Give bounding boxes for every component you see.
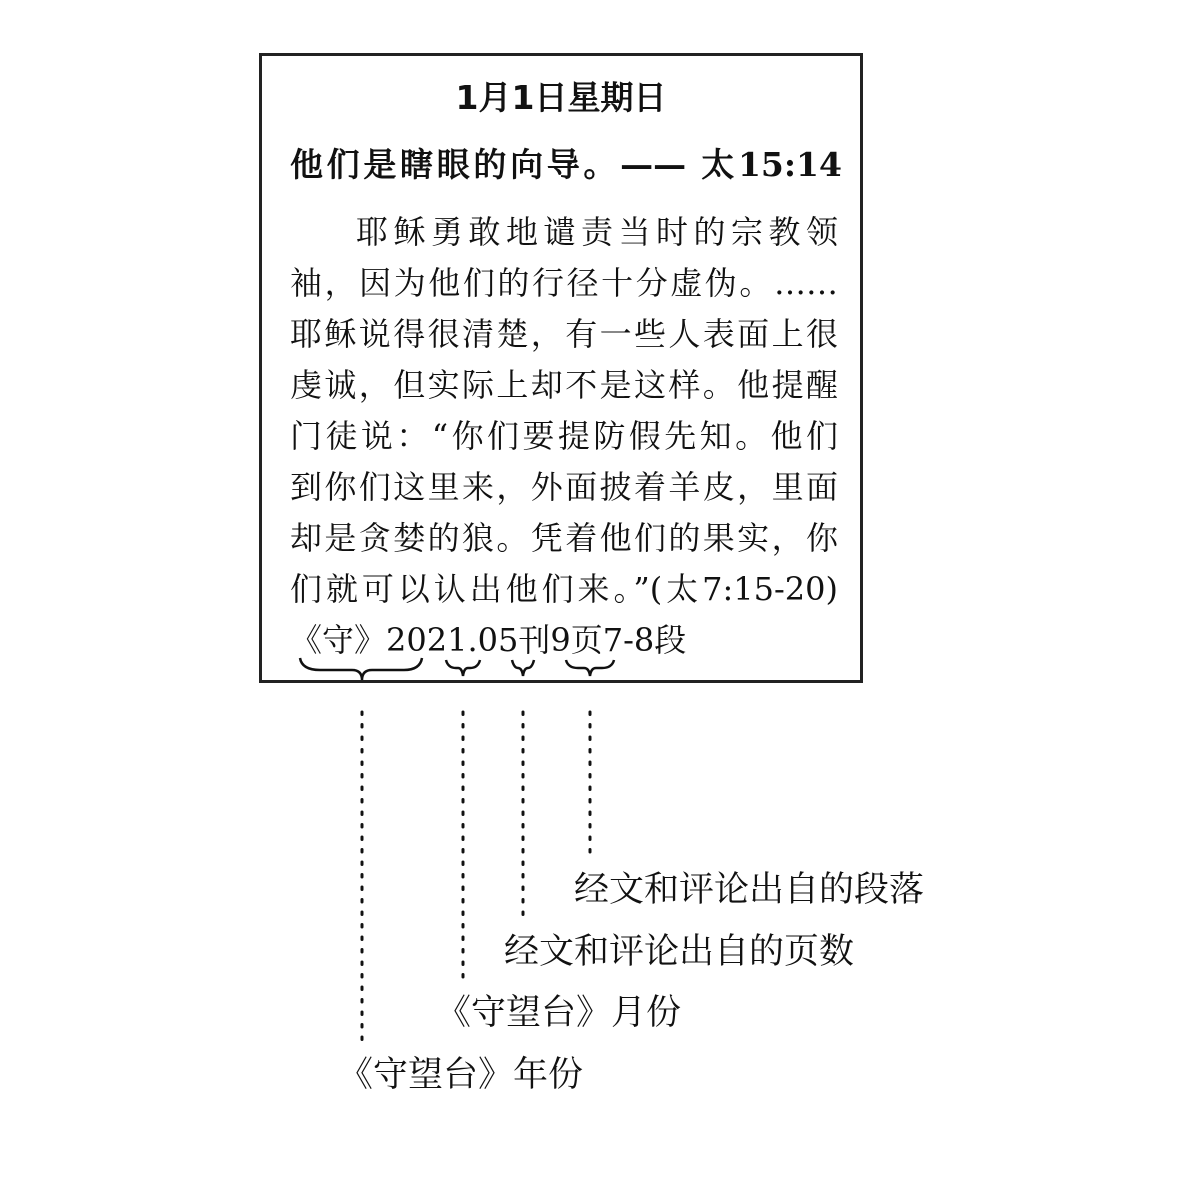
- body-line: 到你们这里来，外面披着羊皮，里面: [290, 468, 838, 506]
- month-label: 《守望台》月份: [436, 993, 682, 1033]
- ref-ye: 页: [570, 621, 603, 659]
- body-line: 耶稣勇敢地谴责当时的宗教领: [356, 213, 838, 251]
- verse-line: 他们是瞎眼的向导。—— 太15:14: [290, 145, 842, 184]
- date-heading-wrap: [259, 78, 863, 118]
- ref-month: 05: [477, 621, 519, 659]
- ref-dot: .: [467, 621, 478, 659]
- body-line: 虔诚，但实际上却不是这样。他提醒: [290, 366, 838, 404]
- body-line: 却是贪婪的狼。凭着他们的果实，你: [290, 519, 838, 557]
- ref-year: 2021: [386, 621, 468, 659]
- date-heading: 1月1日星期日: [455, 78, 667, 117]
- body-line: 耶稣说得很清楚，有一些人表面上很: [290, 315, 838, 353]
- page-label: 经文和评论出自的页数: [504, 932, 855, 972]
- ref-duan: 段: [654, 621, 687, 659]
- body-line: 门徒说：“你们要提防假先知。他们: [290, 417, 838, 455]
- year-label: 《守望台》年份: [338, 1055, 584, 1095]
- body-line: 袖，因为他们的行径十分虚伪。……: [290, 264, 838, 302]
- ref-kan: 刊: [518, 621, 551, 659]
- body-line: 们就可以认出他们来。”(太7:15-20): [290, 570, 838, 608]
- reference-line: [290, 620, 686, 660]
- ref-paragraphs: 7-8: [602, 621, 655, 659]
- paragraph-label: 经文和评论出自的段落: [574, 870, 925, 910]
- ref-publication: 《守》: [290, 621, 387, 659]
- ref-page: 9: [550, 621, 571, 659]
